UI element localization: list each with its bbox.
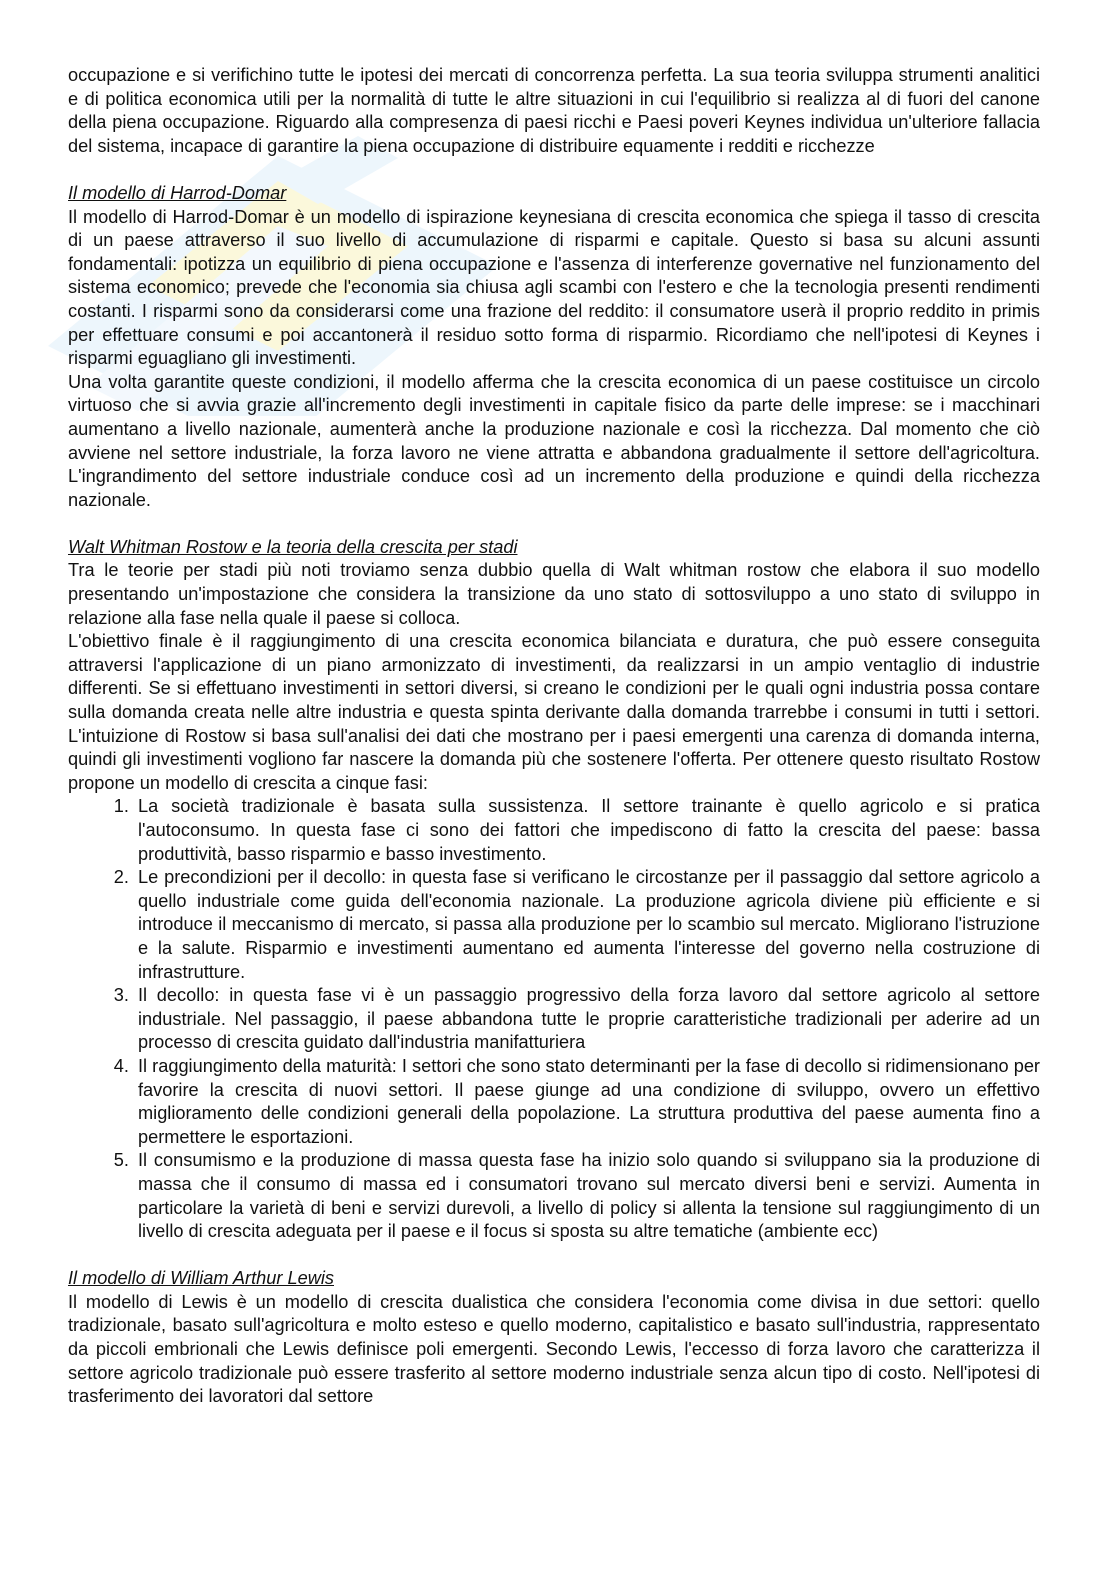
harrod-domar-paragraph-1: Il modello di Harrod-Domar è un modello di ispirazione keynesiana di crescita economica che spiega il tasso di crescita di un paese attraverso il suo livello di accumulazione di risparmi e capitale. Questo si basa su alcuni assunti fondamentali: ipotizza un equilibrio di piena occupazione e l'assenza di interferenze governative nel funzionamento del sistema economico; prevede che l'economia sia chiusa agli scambi con l'estero e che la tecnologia presenti rendimenti costanti. I risparmi sono da considerarsi come una frazione del reddito: il consumatore userà il proprio reddito in primis per effettuare consumi e poi accantonerà il residuo sotto forma di risparmio. Ricordiamo che nell'ipotesi di Keynes i risparmi eguagliano gli investimenti.	[68, 206, 1040, 369]
rostow-stages-list	[68, 795, 1040, 1243]
section-heading-lewis: Il modello di William Arthur Lewis	[68, 1268, 334, 1289]
list-item: 4. Il raggiungimento della maturità: I settori che sono stato determinanti per la fase di decollo si ridimensionano per favorire la crescita di nuovi settori. Il paese giunge ad una condizione di sviluppo, ovvero un effettivo miglioramento delle condizioni generali della popolazione. La struttura produttiva del paese aumenta fino a permettere le esportazioni.	[134, 1055, 1040, 1149]
section-heading-rostow: Walt Whitman Rostow e la teoria della crescita per stadi	[68, 536, 518, 557]
list-item: 3. Il decollo: in questa fase vi è un passaggio progressivo della forza lavoro dal settore agricolo al settore industriale. Nel passaggio, il paese abbandona tutte le proprie caratteristiche tradizionali per aderire ad un processo di crescita guidato dall'industria manifatturiera	[134, 984, 1040, 1055]
harrod-domar-paragraph-2: Una volta garantite queste condizioni, il modello afferma che la crescita economica di un paese costituisce un circolo virtuoso che si avvia grazie all'incremento degli investimenti in capitale fisico da parte delle imprese: se i macchinari aumentano a livello nazionale, aumenterà anche la produzione nazionale e così la ricchezza. Dal momento che ciò avviene nel settore industriale, la forza lavoro ne viene attratta e abbandona gradualmente il settore dell'agricoltura. L'ingrandimento del settore industriale conduce così ad un incremento della produzione e quindi della ricchezza nazionale.	[68, 371, 1040, 510]
list-item: 1. La società tradizionale è basata sulla sussistenza. Il settore trainante è quello agricolo e si pratica l'autoconsumo. In questa fase ci sono dei fattori che impediscono di fatto la crescita del paese: bassa produttività, basso risparmio e basso investimento.	[134, 795, 1040, 866]
list-item: 5. Il consumismo e la produzione di massa questa fase ha inizio solo quando si sviluppano sia la produzione di massa che il consumo di massa ed i consumatori trovano sul mercato diversi beni e servizi. Aumenta in particolare la varietà di beni e servizi durevoli, a livello di policy si allenta la tensione sul raggiungimento di un livello di crescita adeguata per il paese e il focus si sposta su altre tematiche (ambiente ecc)	[134, 1149, 1040, 1243]
section-heading-harrod-domar: Il modello di Harrod-Domar	[68, 182, 287, 203]
rostow-paragraph-1: Tra le teorie per stadi più noti troviamo senza dubbio quella di Walt whitman rostow che elabora il suo modello presentando un'impostazione che considera la transizione da uno stato di sottosviluppo a uno stato di sviluppo in relazione alla fase nella quale il paese si colloca.	[68, 560, 1040, 628]
rostow-paragraph-2: L'obiettivo finale è il raggiungimento di una crescita economica bilanciata e duratura, che può essere conseguita attraversi l'applicazione di un piano armonizzato di investimenti, da realizzarsi in un ampio ventaglio di industrie differenti. Se si effettuano investimenti in settori diversi, si creano le condizioni per le quali ogni industria possa contare sulla domanda creata nelle altre industria e questa spinta derivante dalla domanda trarrebbe i consumi in tutti i settori. L'intuizione di Rostow si basa sull'analisi dei dati che mostrano per i paesi emergenti una carenza di domanda interna, quindi gli investimenti vogliono far nascere la domanda più che sostenere l'offerta. Per ottenere questo risultato Rostow propone un modello di crescita a cinque fasi:	[68, 631, 1040, 793]
lewis-paragraph-1: Il modello di Lewis è un modello di crescita dualistica che considera l'economia come divisa in due settori: quello tradizionale, basato sull'agricoltura e molto esteso e quello moderno, capitalistico e basato sull'industria, rappresentato da piccoli embrionali che Lewis definisce poli emergenti. Secondo Lewis, l'eccesso di forza lavoro che caratterizza il settore agricolo tradizionale può essere trasferito al settore moderno industriale senza alcun tipo di costo. Nell'ipotesi di trasferimento dei lavoratori dal settore	[68, 1291, 1040, 1407]
list-item: 2. Le precondizioni per il decollo: in questa fase si verificano le circostanze per il passaggio dal settore agricolo a quello industriale come guida dell'economia nazionale. La produzione agricola diviene più efficiente e si introduce il meccanismo di mercato, si passa alla produzione per lo scambio sul mercato. Migliorano l'istruzione e la salute. Risparmio e investimenti aumentano ed aumenta l'interesse del governo nella costruzione di infrastrutture.	[134, 866, 1040, 984]
intro-paragraph: occupazione e si verifichino tutte le ipotesi dei mercati di concorrenza perfetta. La sua teoria sviluppa strumenti analitici e di politica economica utili per la normalità di tutte le altre situazioni in cui l'equilibrio si realizza al di fuori del canone della piena occupazione. Riguardo alla compresenza di paesi ricchi e Paesi poveri Keynes individua un'ulteriore fallacia del sistema, incapace di garantire la piena occupazione di distribuire equamente i redditi e ricchezze	[68, 65, 1040, 156]
